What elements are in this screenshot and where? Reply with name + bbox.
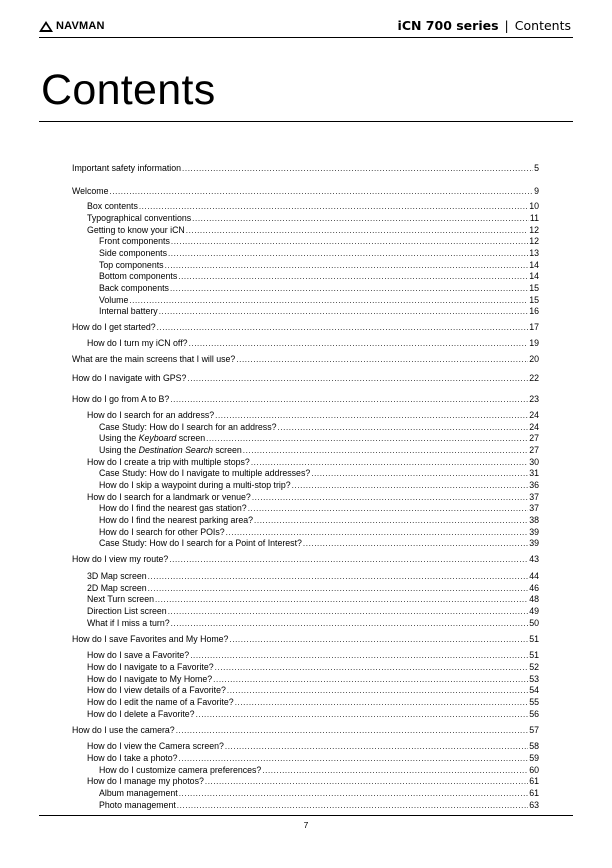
toc-entry[interactable] [72, 634, 539, 645]
toc-entry[interactable] [87, 606, 539, 617]
toc-entry[interactable] [99, 480, 539, 491]
toc-page-number: 27 [529, 433, 539, 443]
toc-leader-dots [252, 492, 528, 503]
toc-title-text: Welcome [72, 186, 109, 196]
toc-title-text: How do I search for a landmark or venue? [87, 492, 251, 502]
toc-entry[interactable] [72, 373, 539, 384]
toc-entry-title [87, 674, 213, 685]
header-separator: | [504, 18, 509, 33]
toc-page-number: 58 [529, 741, 539, 751]
toc-title-text: Side components [99, 248, 167, 258]
toc-entry-title [87, 606, 168, 617]
toc-leader-dots [189, 338, 529, 349]
toc-page-number: 50 [529, 618, 539, 628]
toc-title-text: How do I take a photo? [87, 753, 178, 763]
toc-page-number: 39 [529, 538, 539, 548]
toc-page-number: 19 [529, 338, 539, 348]
toc-page-number: 24 [529, 422, 539, 432]
toc-page-number: 54 [529, 685, 539, 695]
toc-entry[interactable] [87, 594, 539, 605]
toc-page-number: 53 [529, 674, 539, 684]
brand-name: NAVMAN [56, 20, 105, 32]
toc-title-text: How do I search for other POIs? [99, 527, 225, 537]
toc-entry-title [99, 503, 248, 514]
toc-entry[interactable] [99, 422, 539, 433]
toc-leader-dots [278, 422, 529, 433]
toc-page-number: 10 [529, 201, 539, 211]
toc-entry-title [99, 445, 243, 456]
toc-entry[interactable] [99, 538, 539, 549]
toc-title-text: How do I create a trip with multiple stops? [87, 457, 250, 467]
toc-entry-title [87, 492, 252, 503]
toc-entry-title [87, 697, 235, 708]
toc-entry[interactable] [87, 709, 539, 720]
toc-entry-title [87, 753, 178, 764]
toc-leader-dots [129, 295, 528, 306]
toc-page-number: 60 [529, 765, 539, 775]
toc-leader-dots [251, 457, 528, 468]
toc-title-text: 3D Map screen [87, 571, 147, 581]
toc-entry[interactable] [72, 186, 539, 197]
toc-entry[interactable] [87, 457, 539, 468]
toc-leader-dots [168, 606, 529, 617]
toc-leader-dots [169, 554, 528, 565]
toc-entry-title [99, 422, 278, 433]
toc-entry-title [87, 709, 196, 720]
toc-title-text: How do I save Favorites and My Home? [72, 634, 229, 644]
toc-title-text: How do I view the Camera screen? [87, 741, 224, 751]
toc-title-text: How do I delete a Favorite? [87, 709, 195, 719]
toc-entry[interactable] [87, 410, 539, 421]
toc-leader-dots [215, 662, 529, 673]
toc-entry-title [87, 213, 192, 224]
toc-page-number: 52 [529, 662, 539, 672]
toc-leader-dots [178, 271, 528, 282]
toc-title-text: What are the main screens that I will use? [72, 354, 236, 364]
toc-entry-title [87, 685, 227, 696]
toc-entry[interactable] [99, 788, 539, 799]
toc-title-text: Important safety information [72, 163, 182, 173]
toc-page-number: 39 [529, 527, 539, 537]
toc-entry-title [99, 283, 170, 294]
toc-entry[interactable] [87, 583, 539, 594]
toc-leader-dots [206, 433, 528, 444]
toc-title-text: Bottom components [99, 271, 178, 281]
toc-leader-dots [171, 618, 529, 629]
toc-page-number: 31 [529, 468, 539, 478]
toc-entry-title [87, 776, 205, 787]
page-title: Contents [41, 66, 216, 114]
toc-entry[interactable] [87, 650, 539, 661]
toc-entry[interactable] [87, 674, 539, 685]
toc-entry-title [72, 354, 236, 365]
toc-entry[interactable] [99, 295, 539, 306]
toc-entry[interactable] [87, 492, 539, 503]
toc-entry-title [87, 583, 148, 594]
toc-leader-dots [248, 503, 529, 514]
toc-page-number: 5 [534, 163, 539, 173]
toc-entry-title [99, 765, 262, 776]
toc-leader-dots [171, 236, 528, 247]
toc-entry-title [72, 322, 157, 333]
toc-title-text: How do I find the nearest gas station? [99, 503, 247, 513]
toc-title-text: How do I turn my iCN off? [87, 338, 188, 348]
toc-entry-title [87, 662, 215, 673]
toc-page-number: 61 [529, 776, 539, 786]
toc-leader-dots [292, 480, 529, 491]
toc-entry[interactable] [99, 445, 539, 456]
toc-page-number: 51 [529, 650, 539, 660]
toc-entry[interactable] [72, 354, 539, 365]
toc-title-text: Case Study: How do I search for a Point of Interest? [99, 538, 302, 548]
toc-entry[interactable] [72, 554, 539, 565]
toc-leader-dots [159, 306, 529, 317]
toc-entry-title [99, 538, 303, 549]
toc-title-text: How do I view my route? [72, 554, 169, 564]
toc-page-number: 11 [529, 213, 539, 223]
toc-entry-title [99, 295, 129, 306]
toc-entry[interactable] [87, 662, 539, 673]
toc-entry-title [87, 650, 190, 661]
toc-leader-dots [254, 515, 528, 526]
toc-title-text: Using the [99, 445, 139, 455]
toc-title-text: Front components [99, 236, 170, 246]
toc-page-number: 20 [529, 354, 539, 364]
toc-leader-dots [225, 741, 528, 752]
toc-page-number: 37 [529, 503, 539, 513]
toc-entry-title [72, 394, 170, 405]
toc-page-number: 37 [529, 492, 539, 502]
toc-entry-title [99, 306, 159, 317]
footer-rule [39, 815, 573, 816]
toc-page-number: 59 [529, 753, 539, 763]
toc-leader-dots [157, 322, 529, 333]
toc-entry-title [99, 271, 178, 282]
toc-title-text: 2D Map screen [87, 583, 147, 593]
toc-leader-dots [182, 163, 533, 174]
toc-page-number: 14 [529, 271, 539, 281]
toc-title-text: Case Study: How do I search for an address? [99, 422, 277, 432]
toc-entry[interactable] [99, 248, 539, 259]
toc-title-text: Album management [99, 788, 178, 798]
toc-title-text: Case Study: How do I navigate to multiple addresses? [99, 468, 311, 478]
toc-entry-title [99, 515, 254, 526]
toc-title-text: Getting to know your iCN [87, 225, 185, 235]
toc-entry-title [87, 338, 189, 349]
toc-page-number: 22 [529, 373, 539, 383]
toc-leader-dots [110, 186, 534, 197]
toc-title-text: Photo management [99, 800, 176, 810]
toc-title-text: How do I skip a waypoint during a multi-stop trip? [99, 480, 291, 490]
toc-leader-dots [205, 776, 528, 787]
toc-entry-title [87, 201, 139, 212]
toc-page-number: 12 [529, 225, 539, 235]
toc-entry-title [99, 800, 177, 811]
toc-entry-title [72, 373, 187, 384]
toc-leader-dots [213, 674, 528, 685]
toc-title-text: Internal battery [99, 306, 158, 316]
toc-entry-title [72, 725, 176, 736]
toc-entry[interactable] [99, 515, 539, 526]
toc-leader-dots [186, 225, 528, 236]
toc-entry[interactable] [87, 776, 539, 787]
toc-entry[interactable] [99, 800, 539, 811]
toc-title-text: Volume [99, 295, 129, 305]
toc-entry[interactable] [87, 225, 539, 236]
toc-entry[interactable] [87, 697, 539, 708]
toc-page-number: 16 [529, 306, 539, 316]
toc-title-text: Top components [99, 260, 164, 270]
toc-entry-title [99, 527, 226, 538]
toc-title-text: Box contents [87, 201, 138, 211]
toc-entry[interactable] [99, 527, 539, 538]
toc-entry-title [99, 468, 311, 479]
toc-leader-dots [243, 445, 528, 456]
toc-entry[interactable] [72, 163, 539, 174]
toc-entry[interactable] [87, 753, 539, 764]
toc-entry[interactable] [72, 394, 539, 405]
toc-entry[interactable] [87, 338, 539, 349]
toc-page-number: 46 [529, 583, 539, 593]
toc-page-number: 63 [529, 800, 539, 810]
toc-title-text: Back components [99, 283, 169, 293]
toc-leader-dots [176, 725, 529, 736]
toc-title-text: How do I manage my photos? [87, 776, 204, 786]
toc-leader-dots [168, 248, 528, 259]
toc-title-text: How do I go from A to B? [72, 394, 170, 404]
toc-leader-dots [227, 685, 528, 696]
toc-entry[interactable] [72, 725, 539, 736]
toc-page-number: 48 [529, 594, 539, 604]
toc-leader-dots [215, 410, 528, 421]
toc-title-text: How do I get started? [72, 322, 156, 332]
toc-leader-dots [148, 583, 529, 594]
toc-entry-title [99, 480, 292, 491]
toc-page-number: 15 [529, 295, 539, 305]
toc-page-number: 30 [529, 457, 539, 467]
toc-title-text: What if I miss a turn? [87, 618, 170, 628]
toc-page-number: 12 [529, 236, 539, 246]
toc-title-text: Typographical conventions [87, 213, 192, 223]
toc-title-text: How do I use the camera? [72, 725, 175, 735]
toc-entry[interactable] [87, 618, 539, 629]
toc-entry[interactable] [87, 213, 539, 224]
toc-leader-dots [139, 201, 528, 212]
toc-entry[interactable] [99, 260, 539, 271]
toc-entry-title [87, 571, 148, 582]
toc-entry[interactable] [99, 468, 539, 479]
toc-entry[interactable] [99, 503, 539, 514]
toc-title-text: Next Turn screen [87, 594, 154, 604]
toc-leader-dots [165, 260, 529, 271]
toc-entry[interactable] [99, 306, 539, 317]
toc-page-number: 15 [529, 283, 539, 293]
toc-entry-title [72, 163, 182, 174]
toc-entry-title [99, 788, 179, 799]
toc-entry-title [87, 410, 215, 421]
toc-entry[interactable] [72, 322, 539, 333]
section-name: Contents [514, 18, 571, 33]
toc-leader-dots [177, 800, 528, 811]
toc-page-number: 56 [529, 709, 539, 719]
toc-page-number: 44 [529, 571, 539, 581]
toc-title-text: How do I save a Favorite? [87, 650, 190, 660]
toc-title-text: screen [176, 433, 206, 443]
toc-entry-title [99, 433, 206, 444]
toc-entry-title [99, 260, 165, 271]
toc-page-number: 43 [529, 554, 539, 564]
toc-leader-dots [229, 634, 528, 645]
toc-title-text: How do I customize camera preferences? [99, 765, 262, 775]
toc-leader-dots [170, 283, 528, 294]
toc-title-text: screen [212, 445, 242, 455]
toc-leader-dots [170, 394, 528, 405]
toc-page-number: 55 [529, 697, 539, 707]
toc-entry-title [87, 741, 225, 752]
toc-page-number: 49 [529, 606, 539, 616]
toc-entry-title [72, 554, 169, 565]
toc-entry-title [87, 457, 251, 468]
toc-entry[interactable] [87, 201, 539, 212]
toc-entry-title [87, 594, 155, 605]
toc-leader-dots [226, 527, 529, 538]
toc-title-text: How do I find the nearest parking area? [99, 515, 254, 525]
toc-title-text: Using the [99, 433, 139, 443]
toc-entry[interactable] [87, 741, 539, 752]
toc-title-text: How do I navigate to a Favorite? [87, 662, 214, 672]
toc-leader-dots [262, 765, 528, 776]
toc-title-text: How do I navigate with GPS? [72, 373, 187, 383]
toc-entry-title [99, 248, 168, 259]
toc-leader-dots [235, 697, 529, 708]
toc-entry[interactable] [99, 271, 539, 282]
toc-leader-dots [155, 594, 528, 605]
toc-entry[interactable] [99, 283, 539, 294]
toc-page-number: 17 [529, 322, 539, 332]
toc-page-number: 13 [529, 248, 539, 258]
toc-entry-title [99, 236, 171, 247]
toc-leader-dots [236, 354, 528, 365]
toc-page-number: 61 [529, 788, 539, 798]
toc-page-number: 23 [529, 394, 539, 404]
toc-page-number: 36 [529, 480, 539, 490]
toc-title-text: How do I search for an address? [87, 410, 215, 420]
toc-leader-dots [303, 538, 528, 549]
toc-leader-dots [192, 213, 529, 224]
toc-page-number: 51 [529, 634, 539, 644]
toc-leader-dots [148, 571, 529, 582]
page-number: 7 [303, 820, 309, 830]
toc-entry[interactable] [87, 685, 539, 696]
toc-entry-title [72, 634, 229, 645]
toc-page-number: 9 [534, 186, 539, 196]
toc-page-number: 27 [529, 445, 539, 455]
toc-leader-dots [178, 753, 528, 764]
toc-leader-dots [311, 468, 528, 479]
toc-title-text: How do I view details of a Favorite? [87, 685, 226, 695]
toc-title-text: How do I edit the name of a Favorite? [87, 697, 234, 707]
toc-entry[interactable] [99, 433, 539, 444]
toc-leader-dots [190, 650, 528, 661]
toc-entry-title [87, 225, 186, 236]
toc-page-number: 38 [529, 515, 539, 525]
series-name: iCN 700 series [397, 18, 499, 33]
toc-entry[interactable] [99, 236, 539, 247]
toc-leader-dots [187, 373, 528, 384]
toc-entry[interactable] [87, 571, 539, 582]
toc-page-number: 57 [529, 725, 539, 735]
toc-entry[interactable] [99, 765, 539, 776]
toc-title-emphasis: Keyboard [138, 433, 177, 443]
toc-page-number: 24 [529, 410, 539, 420]
toc-leader-dots [179, 788, 528, 799]
toc-entry-title [87, 618, 171, 629]
toc-leader-dots [196, 709, 529, 720]
toc-title-emphasis: Destination Search [138, 445, 213, 455]
toc-page-number: 14 [529, 260, 539, 270]
toc-entry-title [72, 186, 110, 197]
toc-title-text: How do I navigate to My Home? [87, 674, 213, 684]
toc-title-text: Direction List screen [87, 606, 167, 616]
